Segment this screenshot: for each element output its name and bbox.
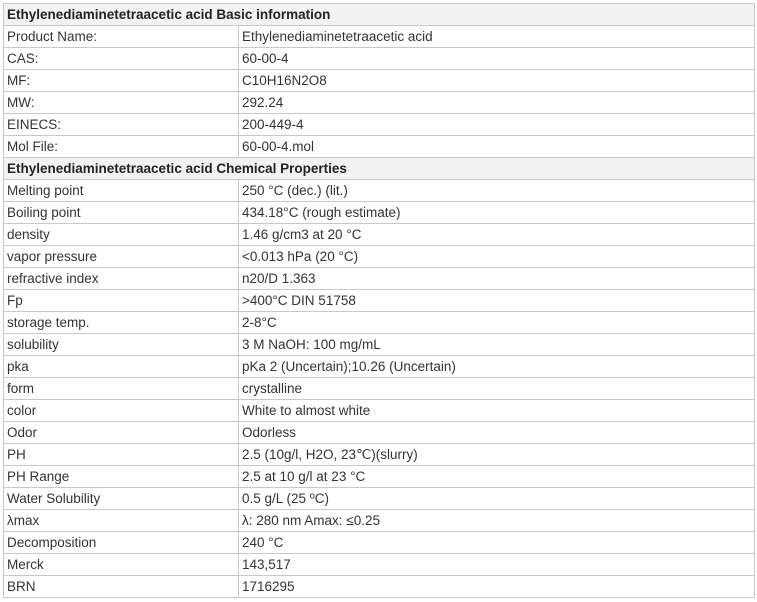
property-label: vapor pressure bbox=[4, 246, 239, 268]
property-value: 0.5 g/L (25 ºC) bbox=[239, 488, 755, 510]
table-row bbox=[4, 70, 755, 92]
property-label: Boiling point bbox=[4, 202, 239, 224]
property-value: C10H16N2O8 bbox=[239, 70, 755, 92]
property-value: >400°C DIN 51758 bbox=[239, 290, 755, 312]
property-label: density bbox=[4, 224, 239, 246]
property-label: Decomposition bbox=[4, 532, 239, 554]
property-label: storage temp. bbox=[4, 312, 239, 334]
table-row bbox=[4, 290, 755, 312]
property-value: 60-00-4 bbox=[239, 48, 755, 70]
property-value: λ: 280 nm Amax: ≤0.25 bbox=[239, 510, 755, 532]
section-title: Ethylenediaminetetraacetic acid Basic information bbox=[4, 4, 755, 26]
property-value: 143,517 bbox=[239, 554, 755, 576]
table-row bbox=[4, 422, 755, 444]
table-row bbox=[4, 576, 755, 598]
property-value: 2-8°C bbox=[239, 312, 755, 334]
table-row bbox=[4, 334, 755, 356]
property-label: CAS: bbox=[4, 48, 239, 70]
property-value: 1.46 g/cm3 at 20 °C bbox=[239, 224, 755, 246]
table-row bbox=[4, 532, 755, 554]
property-label: EINECS: bbox=[4, 114, 239, 136]
property-value: Odorless bbox=[239, 422, 755, 444]
table-row bbox=[4, 510, 755, 532]
property-value: 200-449-4 bbox=[239, 114, 755, 136]
property-value: Ethylenediaminetetraacetic acid bbox=[239, 26, 755, 48]
table-row bbox=[4, 378, 755, 400]
property-value: pKa 2 (Uncertain);10.26 (Uncertain) bbox=[239, 356, 755, 378]
table-row bbox=[4, 224, 755, 246]
property-value: 2.5 at 10 g/l at 23 °C bbox=[239, 466, 755, 488]
table-row bbox=[4, 466, 755, 488]
table-row bbox=[4, 114, 755, 136]
table-row bbox=[4, 312, 755, 334]
property-label: λmax bbox=[4, 510, 239, 532]
property-label: Mol File: bbox=[4, 136, 239, 158]
table-row bbox=[4, 136, 755, 158]
property-value: 250 °C (dec.) (lit.) bbox=[239, 180, 755, 202]
table-row bbox=[4, 268, 755, 290]
property-label: PH bbox=[4, 444, 239, 466]
property-label: pka bbox=[4, 356, 239, 378]
property-value: White to almost white bbox=[239, 400, 755, 422]
property-label: refractive index bbox=[4, 268, 239, 290]
property-value: crystalline bbox=[239, 378, 755, 400]
property-label: form bbox=[4, 378, 239, 400]
table-row bbox=[4, 554, 755, 576]
table-body bbox=[4, 4, 755, 598]
property-label: BRN bbox=[4, 576, 239, 598]
property-value: 240 °C bbox=[239, 532, 755, 554]
table-row bbox=[4, 92, 755, 114]
table-row bbox=[4, 356, 755, 378]
property-label: Melting point bbox=[4, 180, 239, 202]
table-row bbox=[4, 48, 755, 70]
property-label: MF: bbox=[4, 70, 239, 92]
table-row bbox=[4, 488, 755, 510]
section-header-row bbox=[4, 158, 755, 180]
section-title: Ethylenediaminetetraacetic acid Chemical Properties bbox=[4, 158, 755, 180]
property-label: Merck bbox=[4, 554, 239, 576]
property-label: MW: bbox=[4, 92, 239, 114]
section-header-row bbox=[4, 4, 755, 26]
property-label: PH Range bbox=[4, 466, 239, 488]
property-value: 2.5 (10g/l, H2O, 23℃)(slurry) bbox=[239, 444, 755, 466]
property-label: Water Solubility bbox=[4, 488, 239, 510]
property-value: 3 M NaOH: 100 mg/mL bbox=[239, 334, 755, 356]
property-label: Product Name: bbox=[4, 26, 239, 48]
table-row bbox=[4, 400, 755, 422]
table-row bbox=[4, 180, 755, 202]
property-label: Odor bbox=[4, 422, 239, 444]
property-value: 292.24 bbox=[239, 92, 755, 114]
property-label: color bbox=[4, 400, 239, 422]
property-label: solubility bbox=[4, 334, 239, 356]
table-row bbox=[4, 202, 755, 224]
chemical-properties-table bbox=[3, 3, 755, 598]
table-row bbox=[4, 246, 755, 268]
property-value: n20/D 1.363 bbox=[239, 268, 755, 290]
table-row bbox=[4, 444, 755, 466]
property-label: Fp bbox=[4, 290, 239, 312]
table-row bbox=[4, 26, 755, 48]
property-value: 60-00-4.mol bbox=[239, 136, 755, 158]
property-value: 1716295 bbox=[239, 576, 755, 598]
property-value: 434.18°C (rough estimate) bbox=[239, 202, 755, 224]
property-value: <0.013 hPa (20 °C) bbox=[239, 246, 755, 268]
